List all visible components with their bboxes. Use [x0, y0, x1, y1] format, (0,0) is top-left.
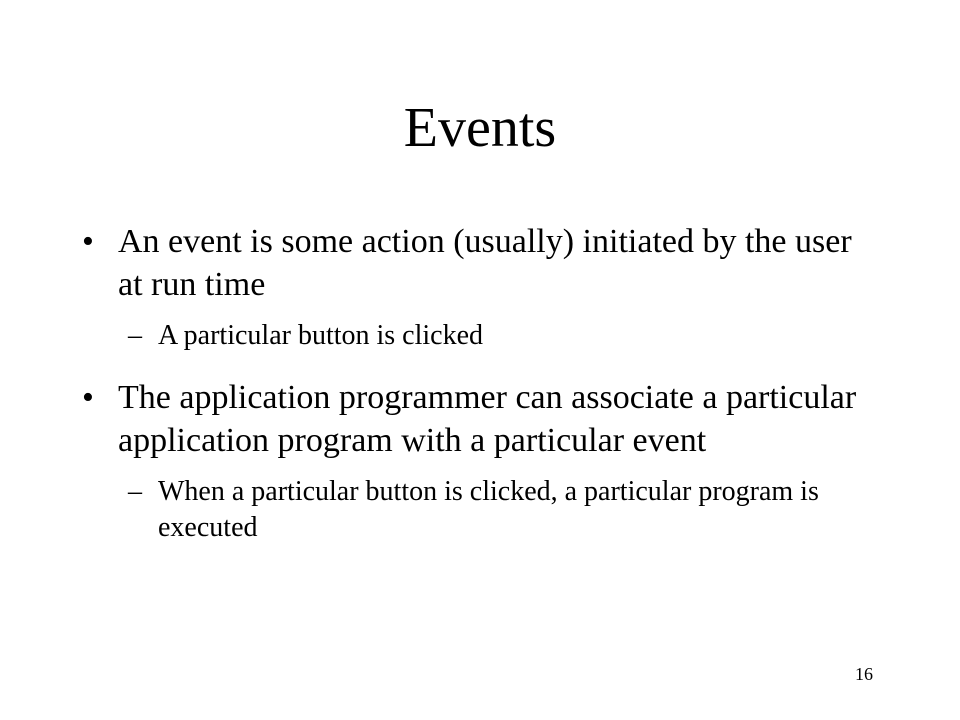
bullet-marker: • — [82, 379, 94, 416]
bullet-text: The application programmer can associate a particular application program with a particular event — [118, 379, 857, 459]
sub-bullet-marker: – — [128, 320, 142, 351]
bullet-item — [82, 376, 882, 462]
sub-bullet-item — [82, 474, 882, 546]
page-number: 16 — [855, 664, 873, 684]
bullet-list — [82, 220, 882, 546]
slide-title: Events — [403, 97, 557, 159]
bullet-text: An event is some action (usually) initiated by the user at run time — [118, 223, 852, 303]
sub-bullet-list — [82, 318, 882, 354]
sub-bullet-list — [82, 474, 882, 546]
sub-bullet-group — [82, 318, 882, 354]
sub-bullet-text: When a particular button is clicked, a particular program is executed — [158, 476, 819, 543]
sub-bullet-group — [82, 474, 882, 546]
sub-bullet-marker: – — [128, 476, 142, 507]
sub-bullet-text: A particular button is clicked — [158, 320, 484, 351]
bullet-marker: • — [82, 223, 94, 260]
sub-bullet-item — [82, 318, 882, 354]
bullet-item — [82, 220, 882, 306]
